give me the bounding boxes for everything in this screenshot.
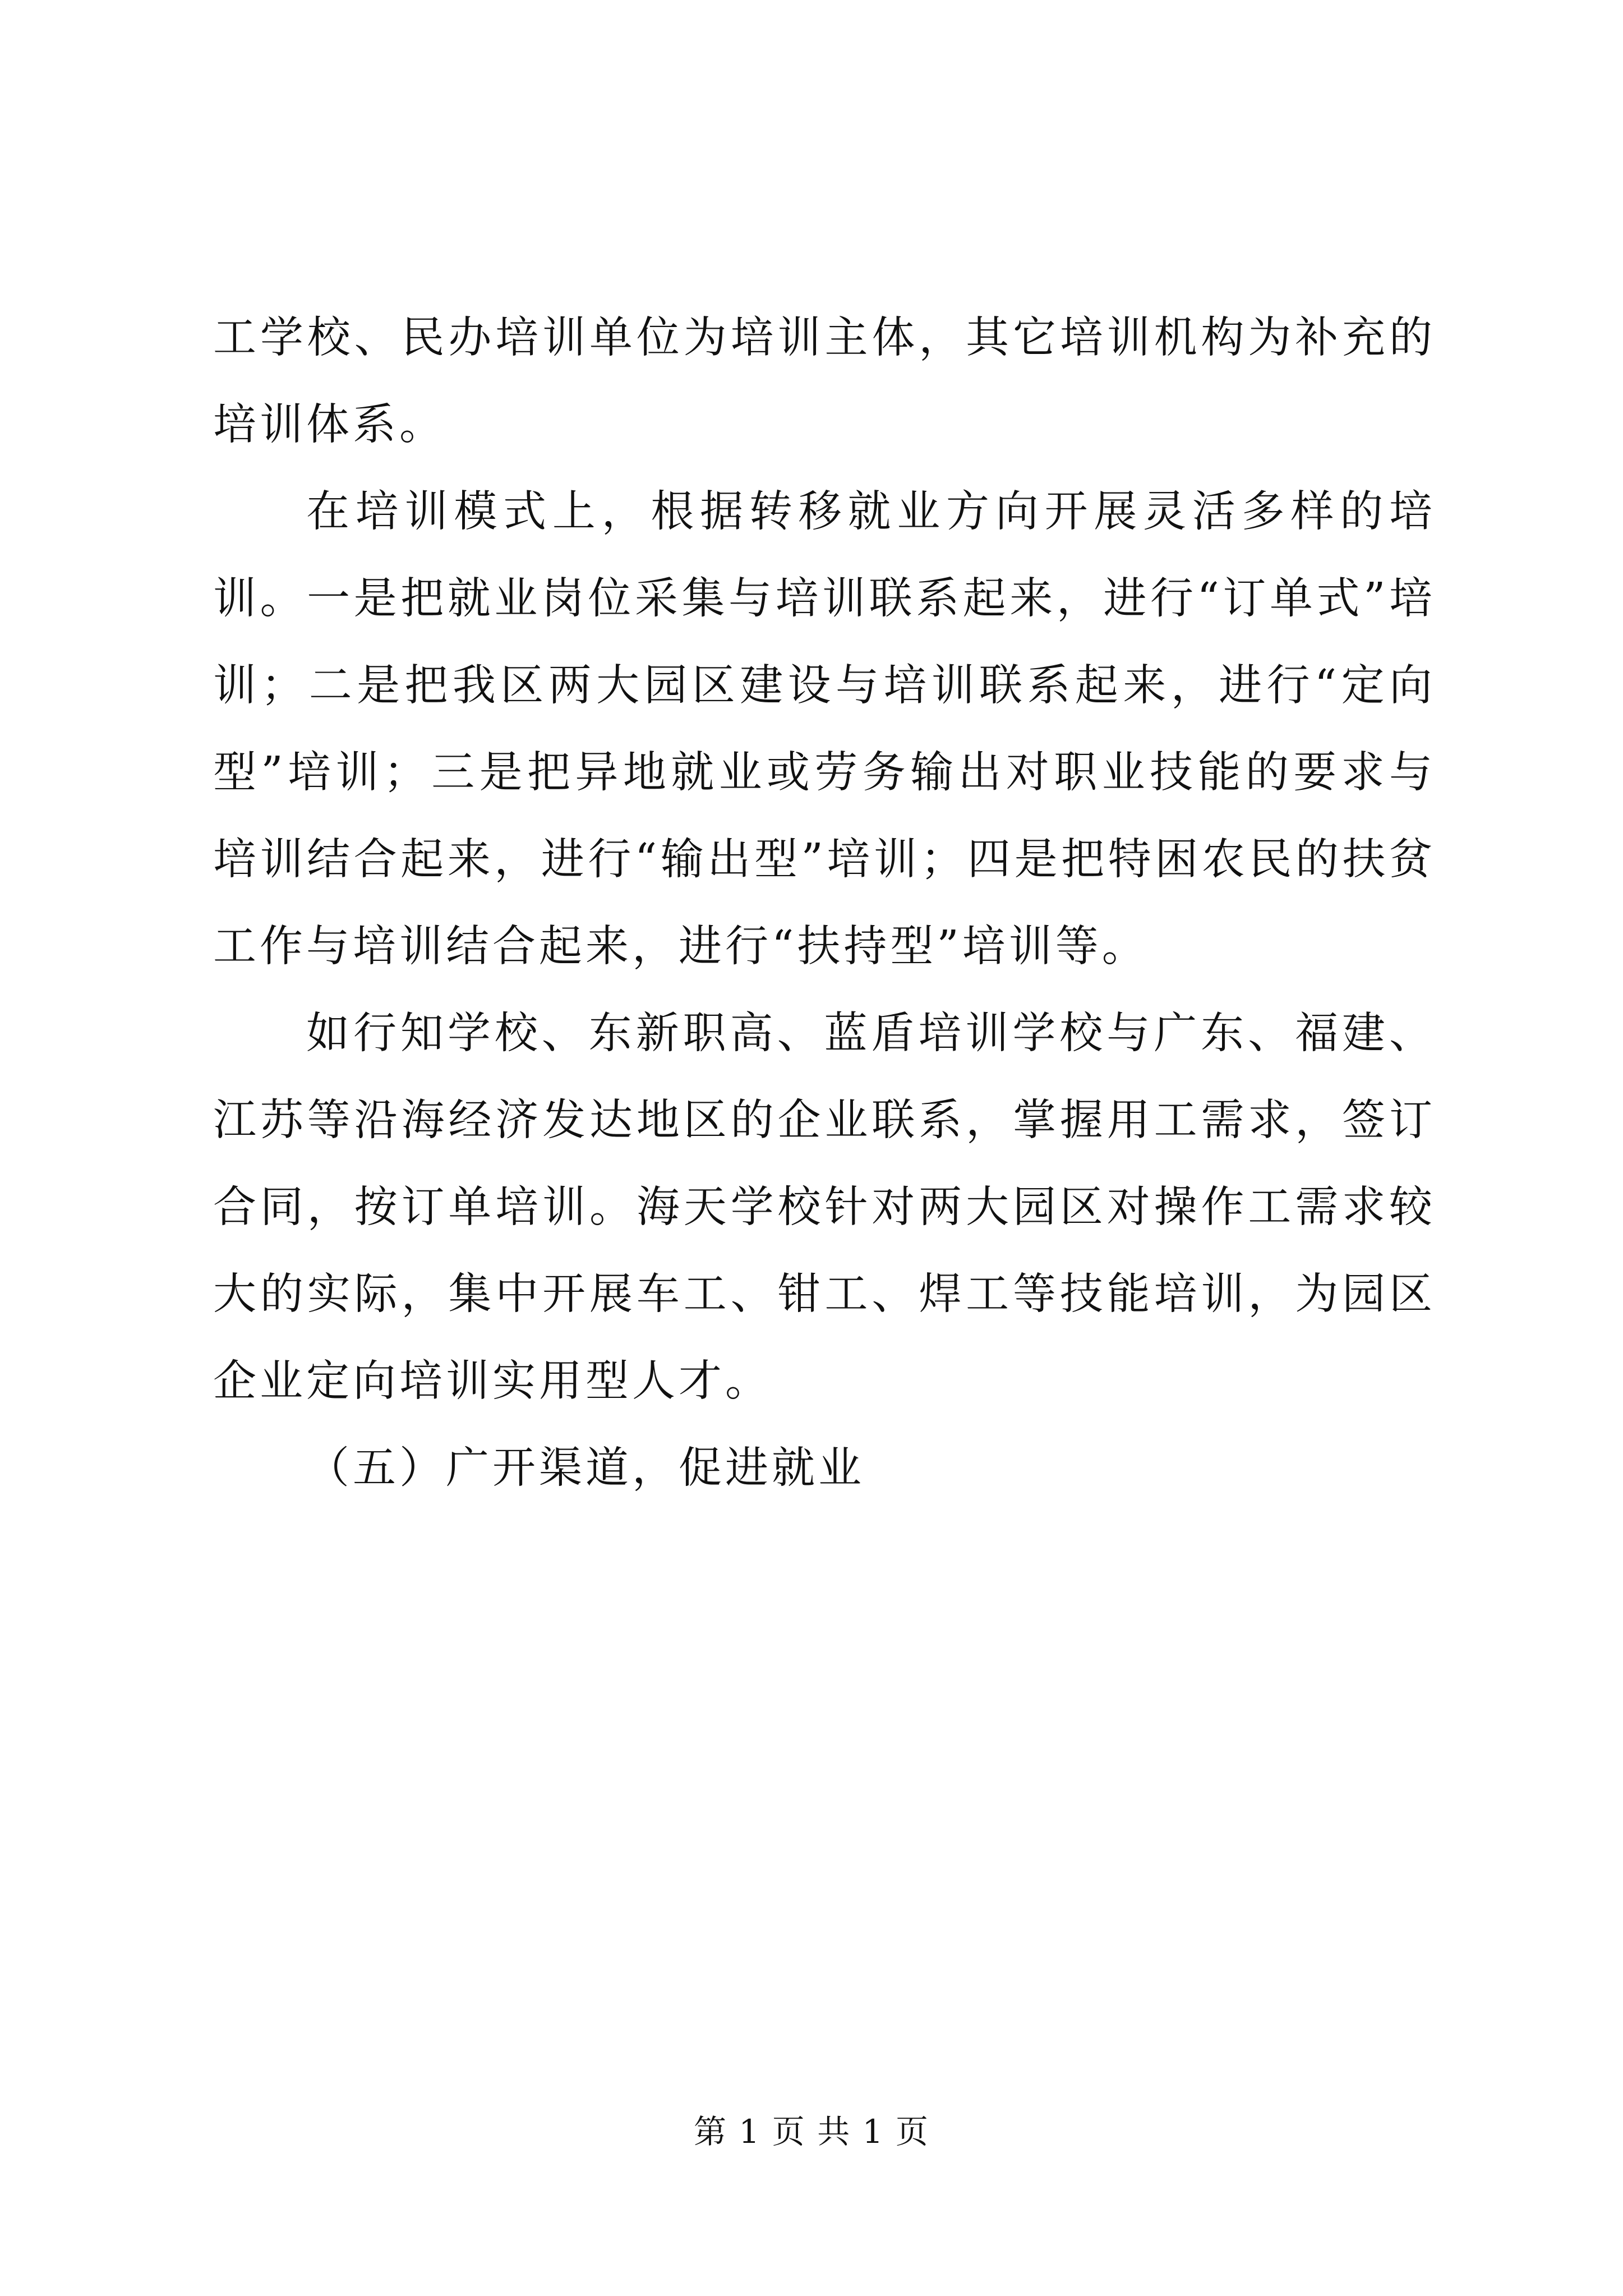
paragraph-continuation: 工学校、民办培训单位为培训主体，其它培训机构为补充的培训体系。: [213, 313, 1436, 450]
section-heading: （五）广开渠道，促进就业: [306, 1443, 865, 1493]
document-body: [213, 295, 1436, 1512]
paragraph-school-examples: 如行知学校、东新职高、蓝盾培训学校与广东、福建、江苏等沿海经济发达地区的企业联系，掌握用工需求，签订合同，按订单培训。海天学校针对两大园区对操作工需求较大的实际，集中开展车工、钳工、焊工等技能培训，为园区企业定向培训实用型人才。: [213, 1009, 1436, 1406]
page-number-footer: 第 1 页 共 1 页: [694, 2113, 929, 2151]
paragraph-training-mode: 在培训模式上，根据转移就业方向开展灵活多样的培训。一是把就业岗位采集与培训联系起来，进行“订单式”培训；二是把我区两大园区建设与培训联系起来，进行“定向型”培训；三是把异地就业或劳务输出对职业技能的要求与培训结合起来，进行“输出型”培训；四是把特困农民的扶贫工作与培训结合起来，进行“扶持型”培训等。: [213, 487, 1436, 972]
